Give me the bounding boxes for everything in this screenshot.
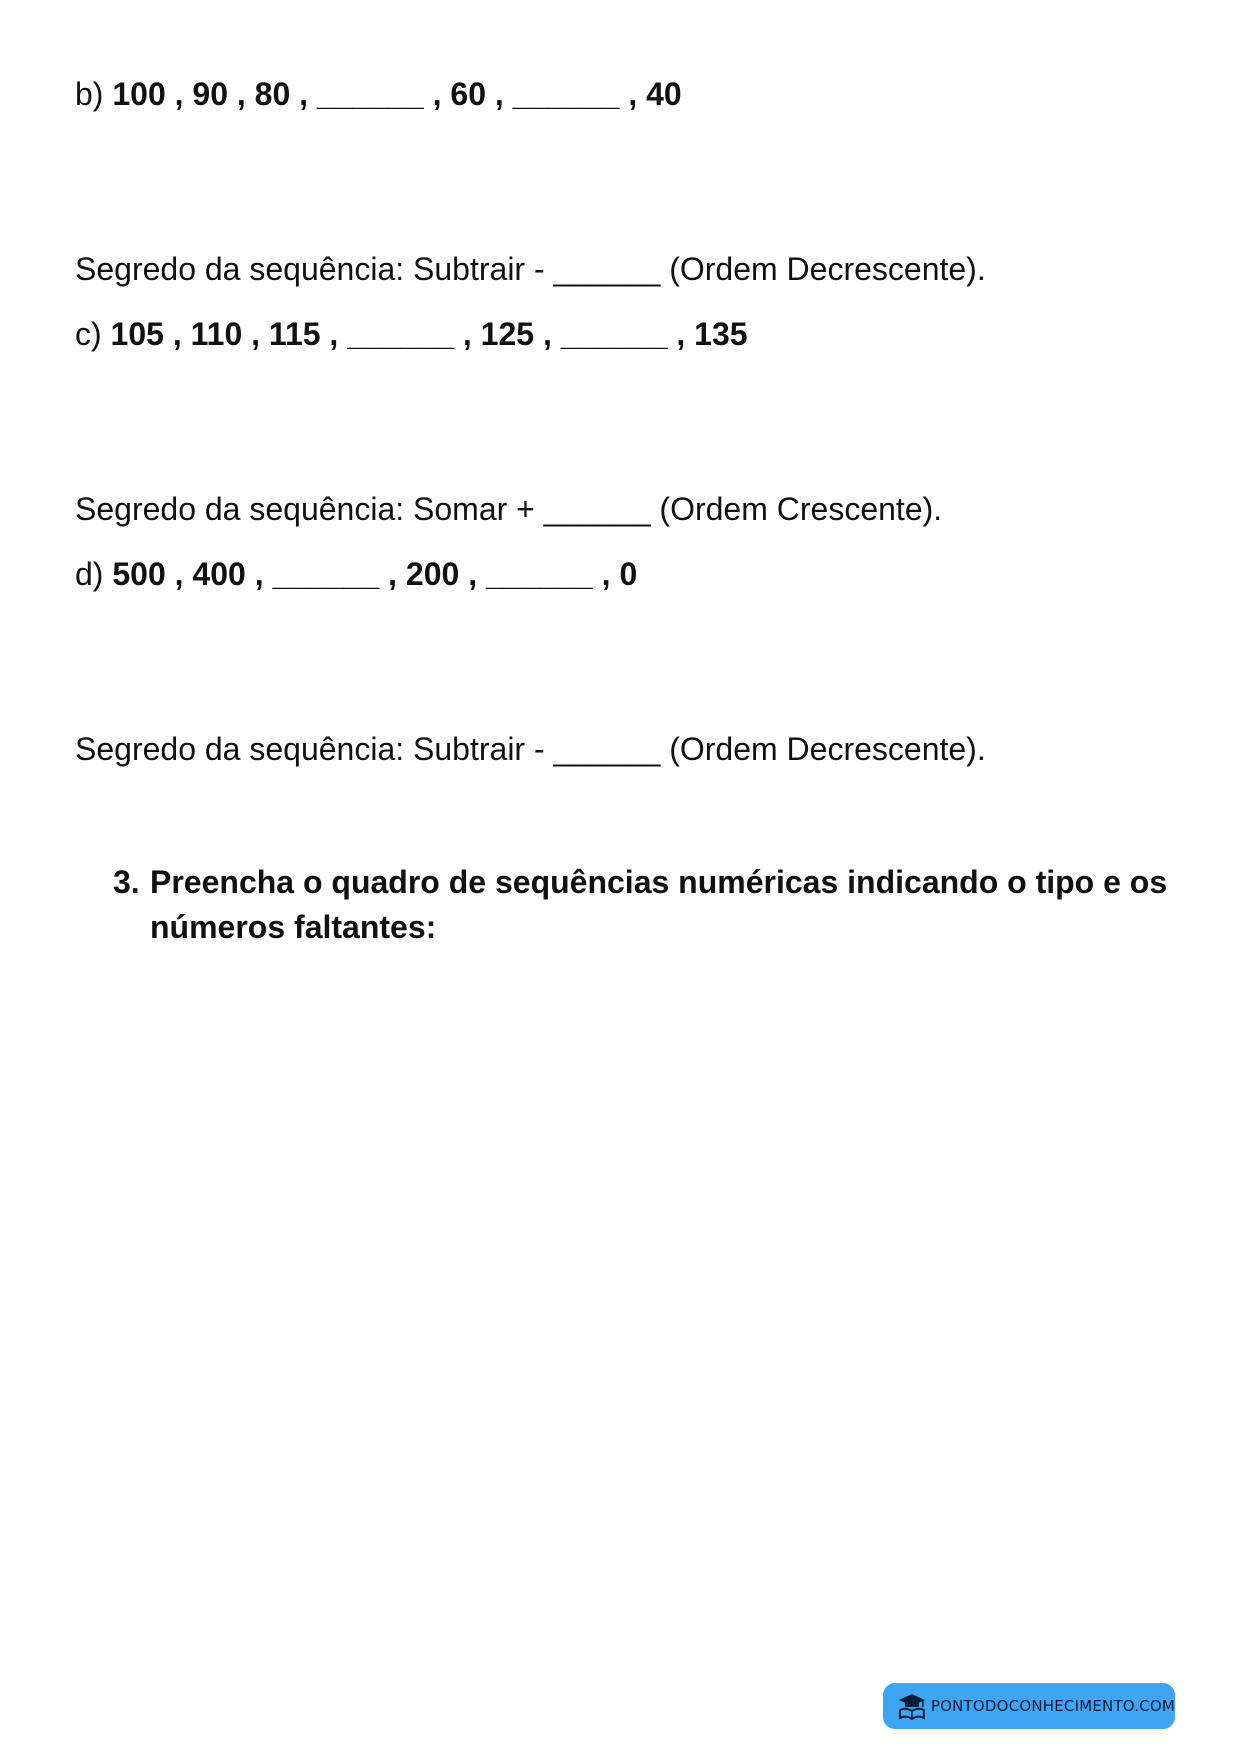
- sequence-d: 500 , 400 , ______ , 200 , ______ , 0: [112, 556, 638, 592]
- item-letter: d): [75, 556, 104, 592]
- secret-c: Segredo da sequência: Somar + ______ (Ordem Crescente).: [75, 491, 943, 527]
- item-letter: b): [75, 76, 104, 112]
- sequence-b: 100 , 90 , 80 , ______ , 60 , ______ , 40: [112, 76, 682, 112]
- exercise-b: [75, 74, 682, 114]
- item-letter: c): [75, 316, 102, 352]
- sequence-c: 105 , 110 , 115 , ______ , 125 , ______ , 135: [110, 316, 748, 352]
- site-badge[interactable]: [883, 1683, 1175, 1729]
- exercise-d: [75, 554, 637, 594]
- question-text: Preencha o quadro de sequências numéricas indicando o tipo e os números faltantes:: [150, 864, 1168, 945]
- site-url[interactable]: PONTODOCONHECIMENTO.COM: [930, 1697, 1175, 1715]
- graduation-cap-book-icon: [897, 1691, 927, 1721]
- question-number: 3.: [113, 864, 140, 900]
- secret-b: Segredo da sequência: Subtrair - ______ (Ordem Decrescente).: [75, 251, 986, 287]
- exercise-c: [75, 314, 748, 354]
- secret-d: Segredo da sequência: Subtrair - ______ (Ordem Decrescente).: [75, 731, 986, 767]
- question-3: [113, 860, 1173, 950]
